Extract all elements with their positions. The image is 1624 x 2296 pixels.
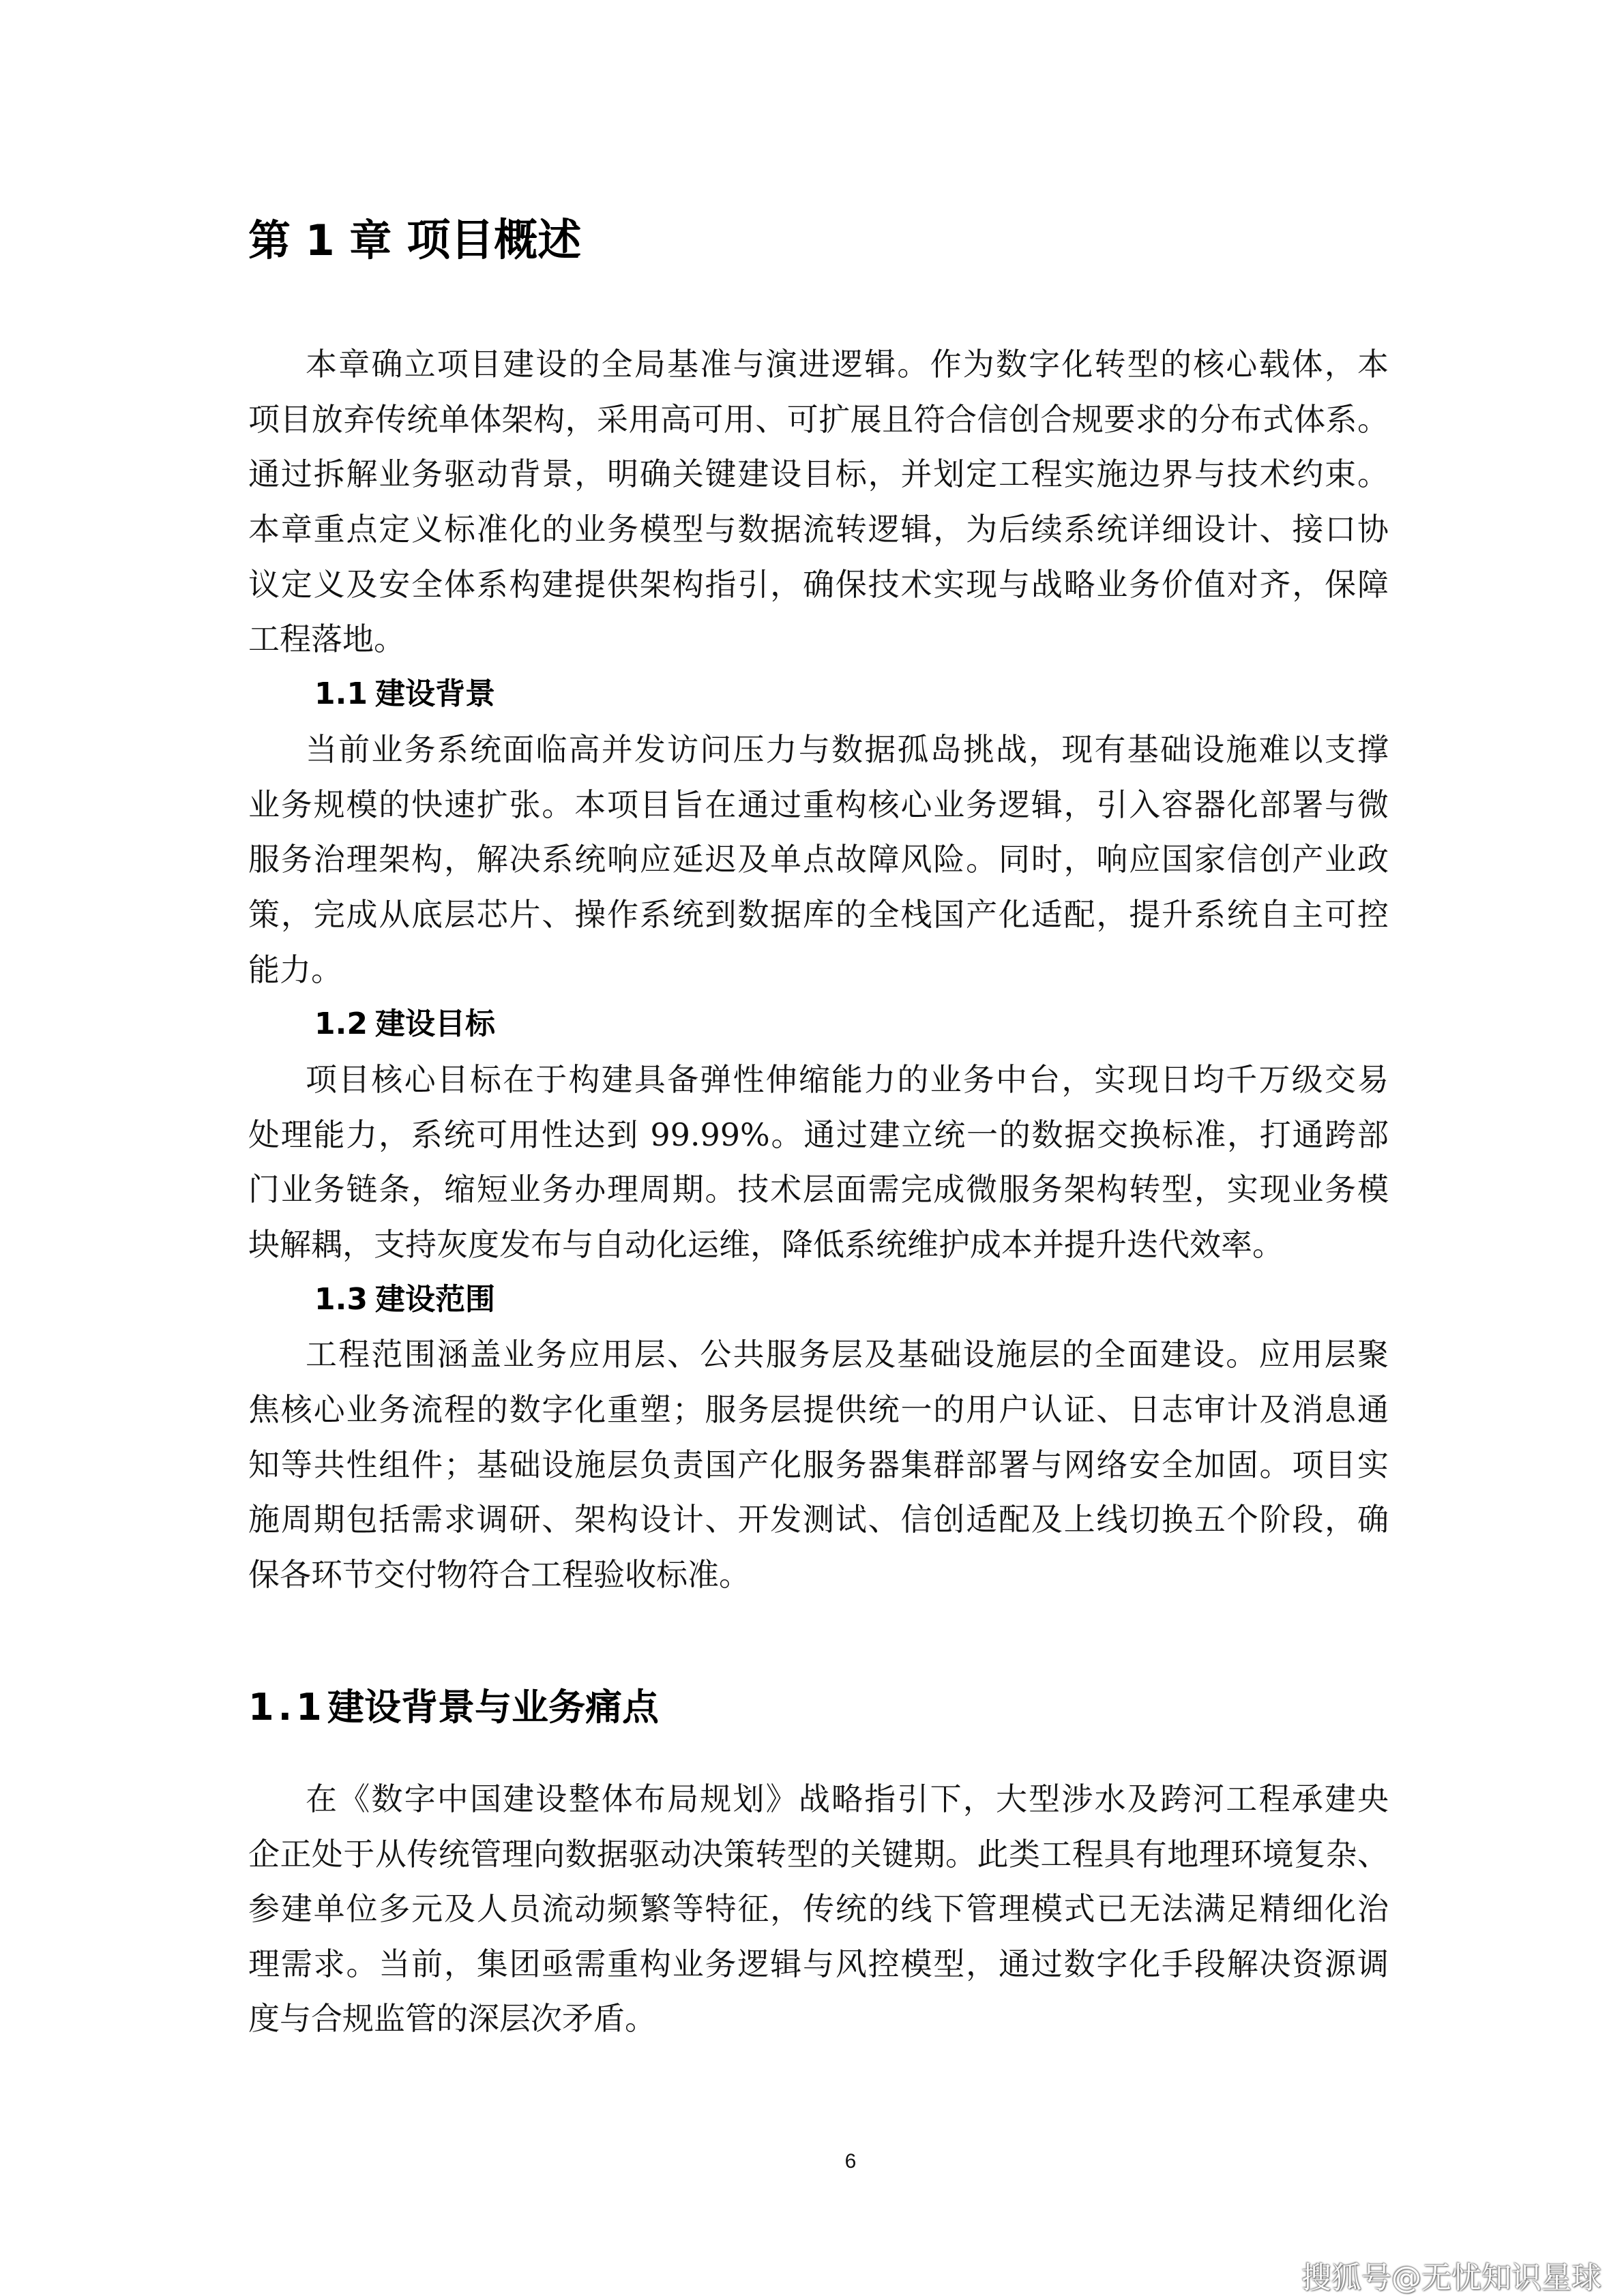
section-title: 建设范围 xyxy=(375,1281,495,1317)
paragraph-line: 门业务链条，缩短业务办理周期。技术层面需完成微服务架构转型，实现业务模 xyxy=(248,1171,1389,1208)
paragraph-line: 焦核心业务流程的数字化重塑；服务层提供统一的用户认证、日志审计及消息通 xyxy=(248,1391,1389,1429)
paragraph-background xyxy=(248,722,1389,997)
section-heading-1-1 xyxy=(248,667,1389,722)
paragraph-line: 处理能力，系统可用性达到 99.99%。通过建立统一的数据交换标准，打通跨部 xyxy=(248,1116,1389,1153)
paragraph-scope xyxy=(248,1327,1389,1602)
paragraph-line: 在《数字中国建设整体布局规划》战略指引下，大型涉水及跨河工程承建央 xyxy=(306,1780,1389,1817)
subsection-number: 1.1 xyxy=(248,1686,326,1729)
paragraph-line: 块解耦，支持灰度发布与自动化运维，降低系统维护成本并提升迭代效率。 xyxy=(248,1226,1284,1263)
paragraph-line: 项目核心目标在于构建具备弹性伸缩能力的业务中台，实现日均千万级交易 xyxy=(306,1060,1389,1098)
paragraph-line: 服务治理架构，解决系统响应延迟及单点故障风险。同时，响应国家信创产业政 xyxy=(248,841,1389,878)
paragraph-line: 议定义及安全体系构建提供架构指引，确保技术实现与战略业务价值对齐，保障 xyxy=(248,565,1389,603)
subsection-title: 建设背景与业务痛点 xyxy=(327,1686,659,1729)
section-number: 1.3 xyxy=(314,1281,368,1317)
paragraph-line: 理需求。当前，集团亟需重构业务逻辑与风控模型，通过数字化手段解决资源调 xyxy=(248,1945,1389,1982)
chapter-number: 第 1 章 xyxy=(248,215,392,265)
paragraph-line: 业务规模的快速扩张。本项目旨在通过重构核心业务逻辑，引入容器化部署与微 xyxy=(248,786,1389,823)
paragraph-line: 度与合规监管的深层次矛盾。 xyxy=(248,2000,656,2038)
section-number: 1.2 xyxy=(314,1007,368,1042)
chapter-title: 项目概述 xyxy=(407,215,582,266)
paragraph-line: 项目放弃传统单体架构，采用高可用、可扩展且符合信创合规要求的分布式体系。 xyxy=(248,400,1389,438)
paragraph-line: 知等共性组件；基础设施层负责国产化服务器集群部署与网络安全加固。项目实 xyxy=(248,1446,1389,1483)
paragraph-line: 策，完成从底层芯片、操作系统到数据库的全栈国产化适配，提升系统自主可控 xyxy=(248,895,1389,933)
paragraph-line: 工程落地。 xyxy=(248,621,405,658)
paragraph-line: 本章重点定义标准化的业务模型与数据流转逻辑，为后续系统详细设计、接口协 xyxy=(248,511,1389,548)
paragraph-intro xyxy=(248,337,1389,667)
chapter-body xyxy=(248,337,1389,1602)
paragraph-line: 保各环节交付物符合工程验收标准。 xyxy=(248,1556,750,1594)
chapter-heading xyxy=(248,213,581,268)
paragraph-line: 施周期包括需求调研、架构设计、开发测试、信创适配及上线切换五个阶段，确 xyxy=(248,1501,1389,1538)
subsection-body xyxy=(248,1772,1389,2046)
section-title: 建设目标 xyxy=(375,1007,495,1042)
paragraph-line: 企正处于从传统管理向数据驱动决策转型的关键期。此类工程具有地理环境复杂、 xyxy=(248,1835,1389,1873)
paragraph-line: 参建单位多元及人员流动频繁等特征，传统的线下管理模式已无法满足精细化治 xyxy=(248,1890,1389,1928)
paragraph-line: 本章确立项目建设的全局基准与演进逻辑。作为数字化转型的核心载体，本 xyxy=(306,346,1389,383)
section-title: 建设背景 xyxy=(375,676,495,712)
paragraph-pain-points xyxy=(248,1772,1389,2046)
paragraph-line: 当前业务系统面临高并发访问压力与数据孤岛挑战，现有基础设施难以支撑 xyxy=(306,730,1389,768)
paragraph-line: 通过拆解业务驱动背景，明确关键建设目标，并划定工程实施边界与技术约束。 xyxy=(248,456,1389,493)
watermark: 搜狐号@无忧知识星球 xyxy=(1301,2261,1601,2295)
subsection-heading xyxy=(248,1680,659,1735)
page-number: 6 xyxy=(844,2150,857,2173)
paragraph-line: 能力。 xyxy=(248,951,342,988)
paragraph-goals xyxy=(248,1052,1389,1272)
section-number: 1.1 xyxy=(314,676,368,712)
section-heading-1-2 xyxy=(248,997,1389,1052)
paragraph-line: 工程范围涵盖业务应用层、公共服务层及基础设施层的全面建设。应用层聚 xyxy=(306,1336,1389,1373)
section-heading-1-3 xyxy=(248,1272,1389,1328)
